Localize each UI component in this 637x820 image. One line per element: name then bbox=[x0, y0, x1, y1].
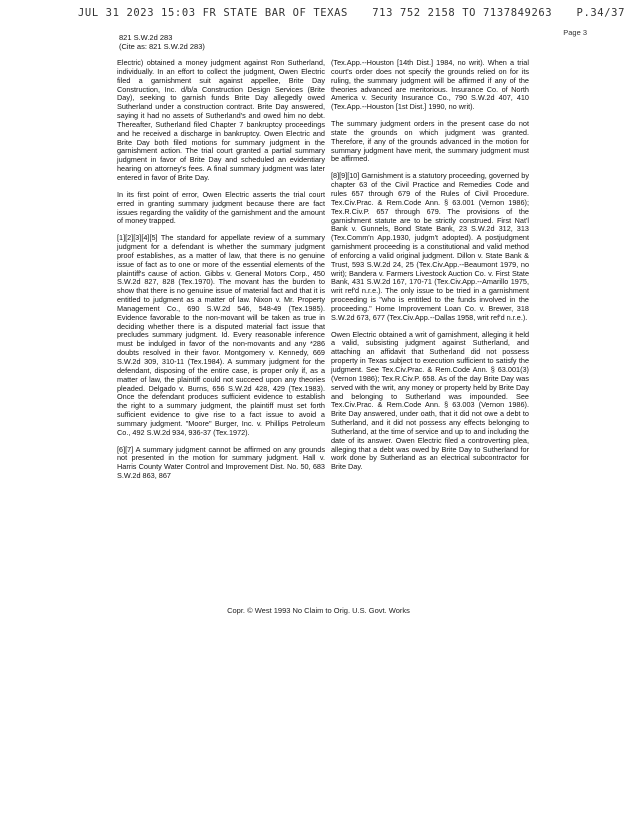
paragraph: Owen Electric obtained a writ of garnishment, alleging it held a valid, subsisting judgment against Sutherland, and attaching an affidavit that Sutherland did not possess property in Texas subject to execution sufficient to satisfy the judgment. See Tex.Civ.Prac. & Rem.Code Ann. § 63.001(3) (Vernon 1986); Tex.R.Civ.P. 658. As of the day Brite Day was served with the writ, any money or property held by Brite Day and belonging to Sutherland was impounded. See Tex.Civ.Prac. & Rem.Code Ann. § 63.003 (Vernon 1986). Brite Day answered, under oath, that it did not owe a debt to Sutherland, and it did not possess any effects belonging to Sutherland, at the time of service and up to and including the date of its answer. Owen Electric filed a controverting plea, alleging that a debt was owed by Brite Day to Sutherland for work done by Sutherland as an electrical subcontractor for Brite Day. bbox=[331, 329, 529, 472]
citation bbox=[119, 33, 205, 51]
fax-header-right: P.34/37 bbox=[576, 7, 625, 19]
paragraph: [1][2][3][4][5] The standard for appellate review of a summary judgment for a defendant is whether the summary judgment proof establishes, as a matter of law, that there is no genuine issue of fact as to one or more of the essential elements of the plaintiff's cause of action. Gibbs v. General Motors Corp., 450 S.W.2d 827, 828 (Tex.1970). The movant has the burden to show that there is no genuine issue of material fact and that it is entitled to judgment as a matter of law. Nixon v. Mr. Property Management Co., 690 S.W.2d 546, 548-49 (Tex.1985). Evidence favorable to the non-movant will be taken as true in deciding whether there is a disputed material fact issue that precludes summary judgment. Id. Every reasonable inference must be indulged in favor of the non-movants and any *286 doubts resolved in their favor. Montgomery v. Kennedy, 669 S.W.2d 309, 310-11 (Tex.1984). A summary judgment for the defendant, disposing of the entire case, is proper only if, as a matter of law, the plaintiff could not succeed upon any theories pleaded. Delgado v. Burns, 656 S.W.2d 428, 429 (Tex.1983). Once the defendant produces sufficient evidence to establish the right to a summary judgment, the plaintiff must set forth sufficient evidence to give rise to a fact issue to avoid a summary judgment. "Moore" Burger, Inc. v. Phillips Petroleum Co., 492 S.W.2d 934, 936-37 (Tex.1972). bbox=[117, 233, 325, 437]
fax-header-left: JUL 31 2023 15:03 FR STATE BAR OF TEXAS bbox=[78, 7, 348, 19]
fax-header bbox=[78, 7, 625, 19]
left-column bbox=[117, 59, 325, 489]
paragraph: Electric) obtained a money judgment against Ron Sutherland, individually. In an effort to collect the judgment, Owen Electric filed a garnishment suit against appellee, Brite Day Construction, Inc. d/b/a Construction Design Services (Brite Day), seeking to garnish funds Brite Day allegedly owed Sutherland under a construction contract. Brite Day answered, saying it had no assets of Sutherland's and owed him no debt. Thereafter, Sutherland filed Chapter 7 bankruptcy proceedings and he received a discharge in bankruptcy. Owen Electric and Brite Day both filed motions for summary judgment in the garnishment action. The trial court granted a partial summary judgment in favor of Brite Day and scheduled an evidentiary hearing on attorney's fees. A final summary judgment was later entered in favor of Brite Day. bbox=[117, 58, 325, 182]
paragraph: [8][9][10] Garnishment is a statutory proceeding, governed by chapter 63 of the Civil Practice and Remedies Code and rules 657 through 679 of the Rules of Civil Procedure. Tex.Civ.Prac. & Rem.Code Ann. § 63.001 (Vernon 1986); Tex.R.Civ.P. 657 through 679. The provisions of the garnishment statute are to be strictly construed. First Nat'l Bank v. Gunnels, Bond State Bank, 23 S.W.2d 312, 313 (Tex.Comm'n App.1930, judgm't adopted). A postjudgment garnishment proceeding is a constitutional and valid method of enforcing a valid original judgment. Dillon v. State Bank & Trust, 593 S.W.2d 24, 25 (Tex.Civ.App.--Beaumont 1979, no writ); Bandera v. Farmers Livestock Auction Co. v. First State Bank, 431 S.W.2d 167, 170-71 (Tex.Civ.App.--Amarillo 1975, writ ref'd n.r.e.). The only issue to be tried in a garnishment proceeding is "who is entitled to the funds involved in the proceeding." Home Improvement Loan Co. v. Brewer, 318 S.W.2d 673, 677 (Tex.Civ.App.--Dallas 1958, writ ref'd n.r.e.). bbox=[331, 171, 529, 322]
paragraph: In its first point of error, Owen Electric asserts the trial court erred in granting summary judgment because there are fact issues regarding the validity of the garnishment and the amount of money trapped. bbox=[117, 189, 325, 226]
citation-line-1: 821 S.W.2d 283 bbox=[119, 33, 173, 42]
paragraph: The summary judgment orders in the present case do not state the grounds on which judgment was granted. Therefore, if any of the grounds advanced in the motion for summary judgment have merit, the summary judgment must be affirmed. bbox=[331, 119, 529, 164]
paragraph: (Tex.App.--Houston [14th Dist.] 1984, no writ). When a trial court's order does not specify the grounds relied on for its ruling, the summary judgment will be affirmed if any of the theories advanced are meritorious. Insurance Co. of North America v. Security Insurance Co., 790 S.W.2d 407, 410 (Tex.App.--Houston [1st Dist.] 1990, no writ). bbox=[331, 58, 529, 112]
paragraph: [6][7] A summary judgment cannot be affirmed on any grounds not presented in the motion for summary judgment. Hall v. Harris County Water Control and Improvement Dist. No. 50, 683 S.W.2d 863, 867 bbox=[117, 444, 325, 481]
copyright-footer: Copr. © West 1993 No Claim to Orig. U.S. Govt. Works bbox=[227, 606, 410, 615]
citation-line-2: (Cite as: 821 S.W.2d 283) bbox=[119, 42, 205, 51]
page-label: Page 3 bbox=[563, 28, 587, 37]
fax-header-middle: 713 752 2158 TO 7137849263 bbox=[372, 7, 553, 19]
right-column bbox=[331, 59, 529, 480]
